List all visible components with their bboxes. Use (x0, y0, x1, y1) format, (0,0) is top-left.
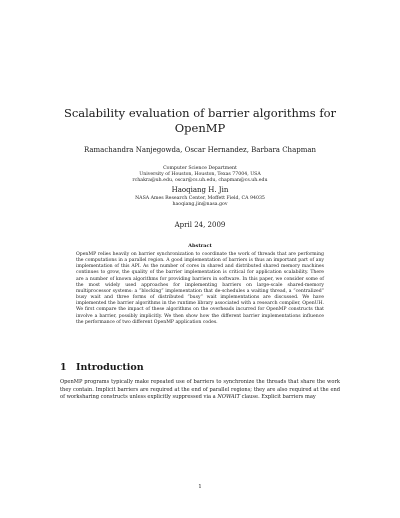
author-2: Haoqiang H. Jin (171, 186, 229, 194)
intro-paragraph (60, 379, 340, 402)
affiliation-1-univ: University of Houston, Houston, Texas 77004, USA (139, 172, 261, 177)
paper-title: Scalability evaluation of barrier algorithms for OpenMP (63, 106, 337, 135)
intro-text-2: clause. Explicit barriers may (240, 394, 316, 400)
intro-text-1: OpenMP programs typically make repeated use of barriers to synchronize the threads that share the work they contain. Implicit barriers are required at the end of parallel regions; they are also required at the end of worksharing constructs unless explicitly suppressed via a (60, 379, 340, 400)
abstract-text: OpenMP relies heavily on barrier synchronization to coordinate the work of threads that are performing the computations in a parallel region. A good implementation of barriers is thus an important part of any implementation of this API. As the number of cores in shared and distributed shared memory machines continues to grow, the quality of the barrier implementation is critical for application scalability. There are a number of known algorithms for providing barriers in software. In this paper, we consider some of the most widely used approaches for implementing barriers on large-scale shared-memory multiprocessor systems: a “blocking” implementation that de-schedules a waiting thread, a “centralized” busy wait and three forms of distributed “busy” wait implementations are discussed. We have implemented the barrier algorithms in the runtime library associated with a research compiler, OpenUH. We first compare the impact of these algorithms on the overheads incurred for OpenMP constructs that involve a barrier, possibly implicitly. We then show how the different barrier implementations influence the performance of two different OpenMP application codes. (76, 252, 324, 325)
section-heading (60, 362, 144, 373)
affiliation-1-dept: Computer Science Department (163, 166, 237, 171)
intro-nowait: NOWAIT (217, 394, 241, 400)
paper-date: April 24, 2009 (174, 221, 226, 229)
affiliation-2 (40, 196, 360, 208)
affiliation-1-email: rchakra@uh.edu, oscar@cs.uh.edu, chapman@cs.uh.edu (132, 178, 268, 183)
section-title: Introduction (76, 362, 144, 373)
affiliation-2-inst: NASA Ames Research Center, Moffett Field, CA 94035 (135, 196, 265, 201)
affiliation-1 (40, 166, 360, 184)
affiliation-2-email: haoqiang.jin@nasa.gov (172, 202, 228, 207)
author-list: Ramachandra Nanjegowda, Oscar Hernandez, Barbara Chapman (83, 146, 317, 154)
page-number: 1 (198, 484, 202, 490)
abstract-heading: Abstract (188, 243, 212, 249)
section-number: 1 (60, 362, 67, 373)
